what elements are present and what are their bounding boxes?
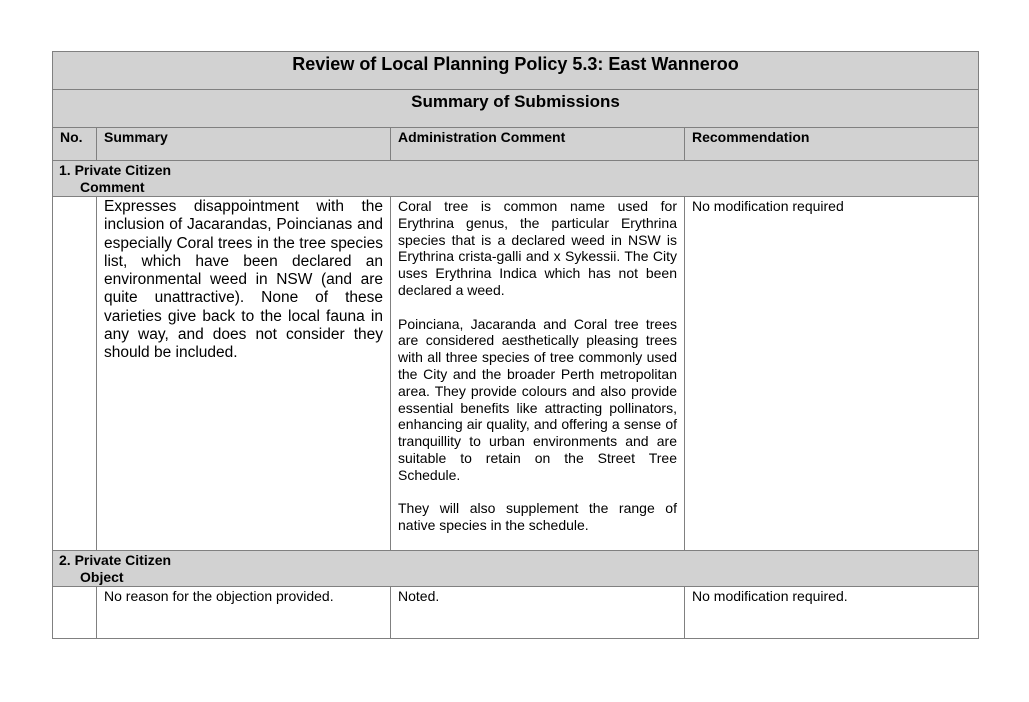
recommendation-cell [685, 197, 979, 551]
summary-text: Expresses disappointment with the inclusion of Jacarandas, Poincianas and especially Coral trees in the tree species list, which have been declared an environmental weed in NSW (and are quite unattractive). None of these varieties give back to the local fauna in any way, and does not consider they should be included. [104, 198, 383, 362]
submission-group-row [53, 551, 979, 587]
number-cell [53, 587, 97, 639]
summary-text: No reason for the objection provided. [104, 588, 334, 604]
submission-group-row [53, 161, 979, 197]
column-header-row [53, 128, 979, 161]
document-title: Review of Local Planning Policy 5.3: East Wanneroo [292, 54, 739, 74]
admin-comment-paragraph: Poinciana, Jacaranda and Coral tree trees are considered aesthetically pleasing trees with all three species of tree commonly used the City and the broader Perth metropolitan area. They provide colours and also provide essential benefits like attracting pollinators, enhancing air quality, and offering a sense of tranquillity to urban environments and are suitable to retain on the Street Tree Schedule. [398, 315, 677, 483]
number-cell [53, 197, 97, 551]
recommendation-text: No modification required [692, 198, 844, 214]
admin-comment-cell [391, 197, 685, 551]
submission-heading: 1. Private Citizen [59, 162, 172, 178]
submission-heading-cell [53, 161, 979, 197]
column-header-admin-comment: Administration Comment [391, 128, 685, 161]
document-title-cell [53, 52, 979, 90]
table-row [53, 197, 979, 551]
submissions-table [52, 51, 979, 639]
document-subtitle-cell [53, 90, 979, 128]
recommendation-cell [685, 587, 979, 639]
admin-comment-text: Noted. [398, 588, 440, 604]
admin-comment-text [391, 197, 684, 534]
submission-type: Comment [80, 179, 145, 195]
table-row [53, 587, 979, 639]
admin-comment-paragraph: Coral tree is common name used for Erythrina genus, the particular Erythrina species that is a declared weed in NSW is Erythrina crista-galli and x Sykessii. The City uses Erythrina Indica which has not been declared a weed. [398, 198, 677, 298]
submission-type: Object [80, 569, 124, 585]
submission-heading-cell [53, 551, 979, 587]
column-header-no: No. [53, 128, 97, 161]
submission-heading: 2. Private Citizen [59, 552, 172, 568]
document-subtitle: Summary of Submissions [411, 92, 620, 111]
column-header-summary: Summary [97, 128, 391, 161]
admin-comment-cell [391, 587, 685, 639]
recommendation-text: No modification required. [692, 588, 848, 604]
summary-cell [97, 587, 391, 639]
admin-comment-paragraph: They will also supplement the range of native species in the schedule. [398, 500, 677, 534]
column-header-recommendation: Recommendation [685, 128, 979, 161]
summary-cell [97, 197, 391, 551]
